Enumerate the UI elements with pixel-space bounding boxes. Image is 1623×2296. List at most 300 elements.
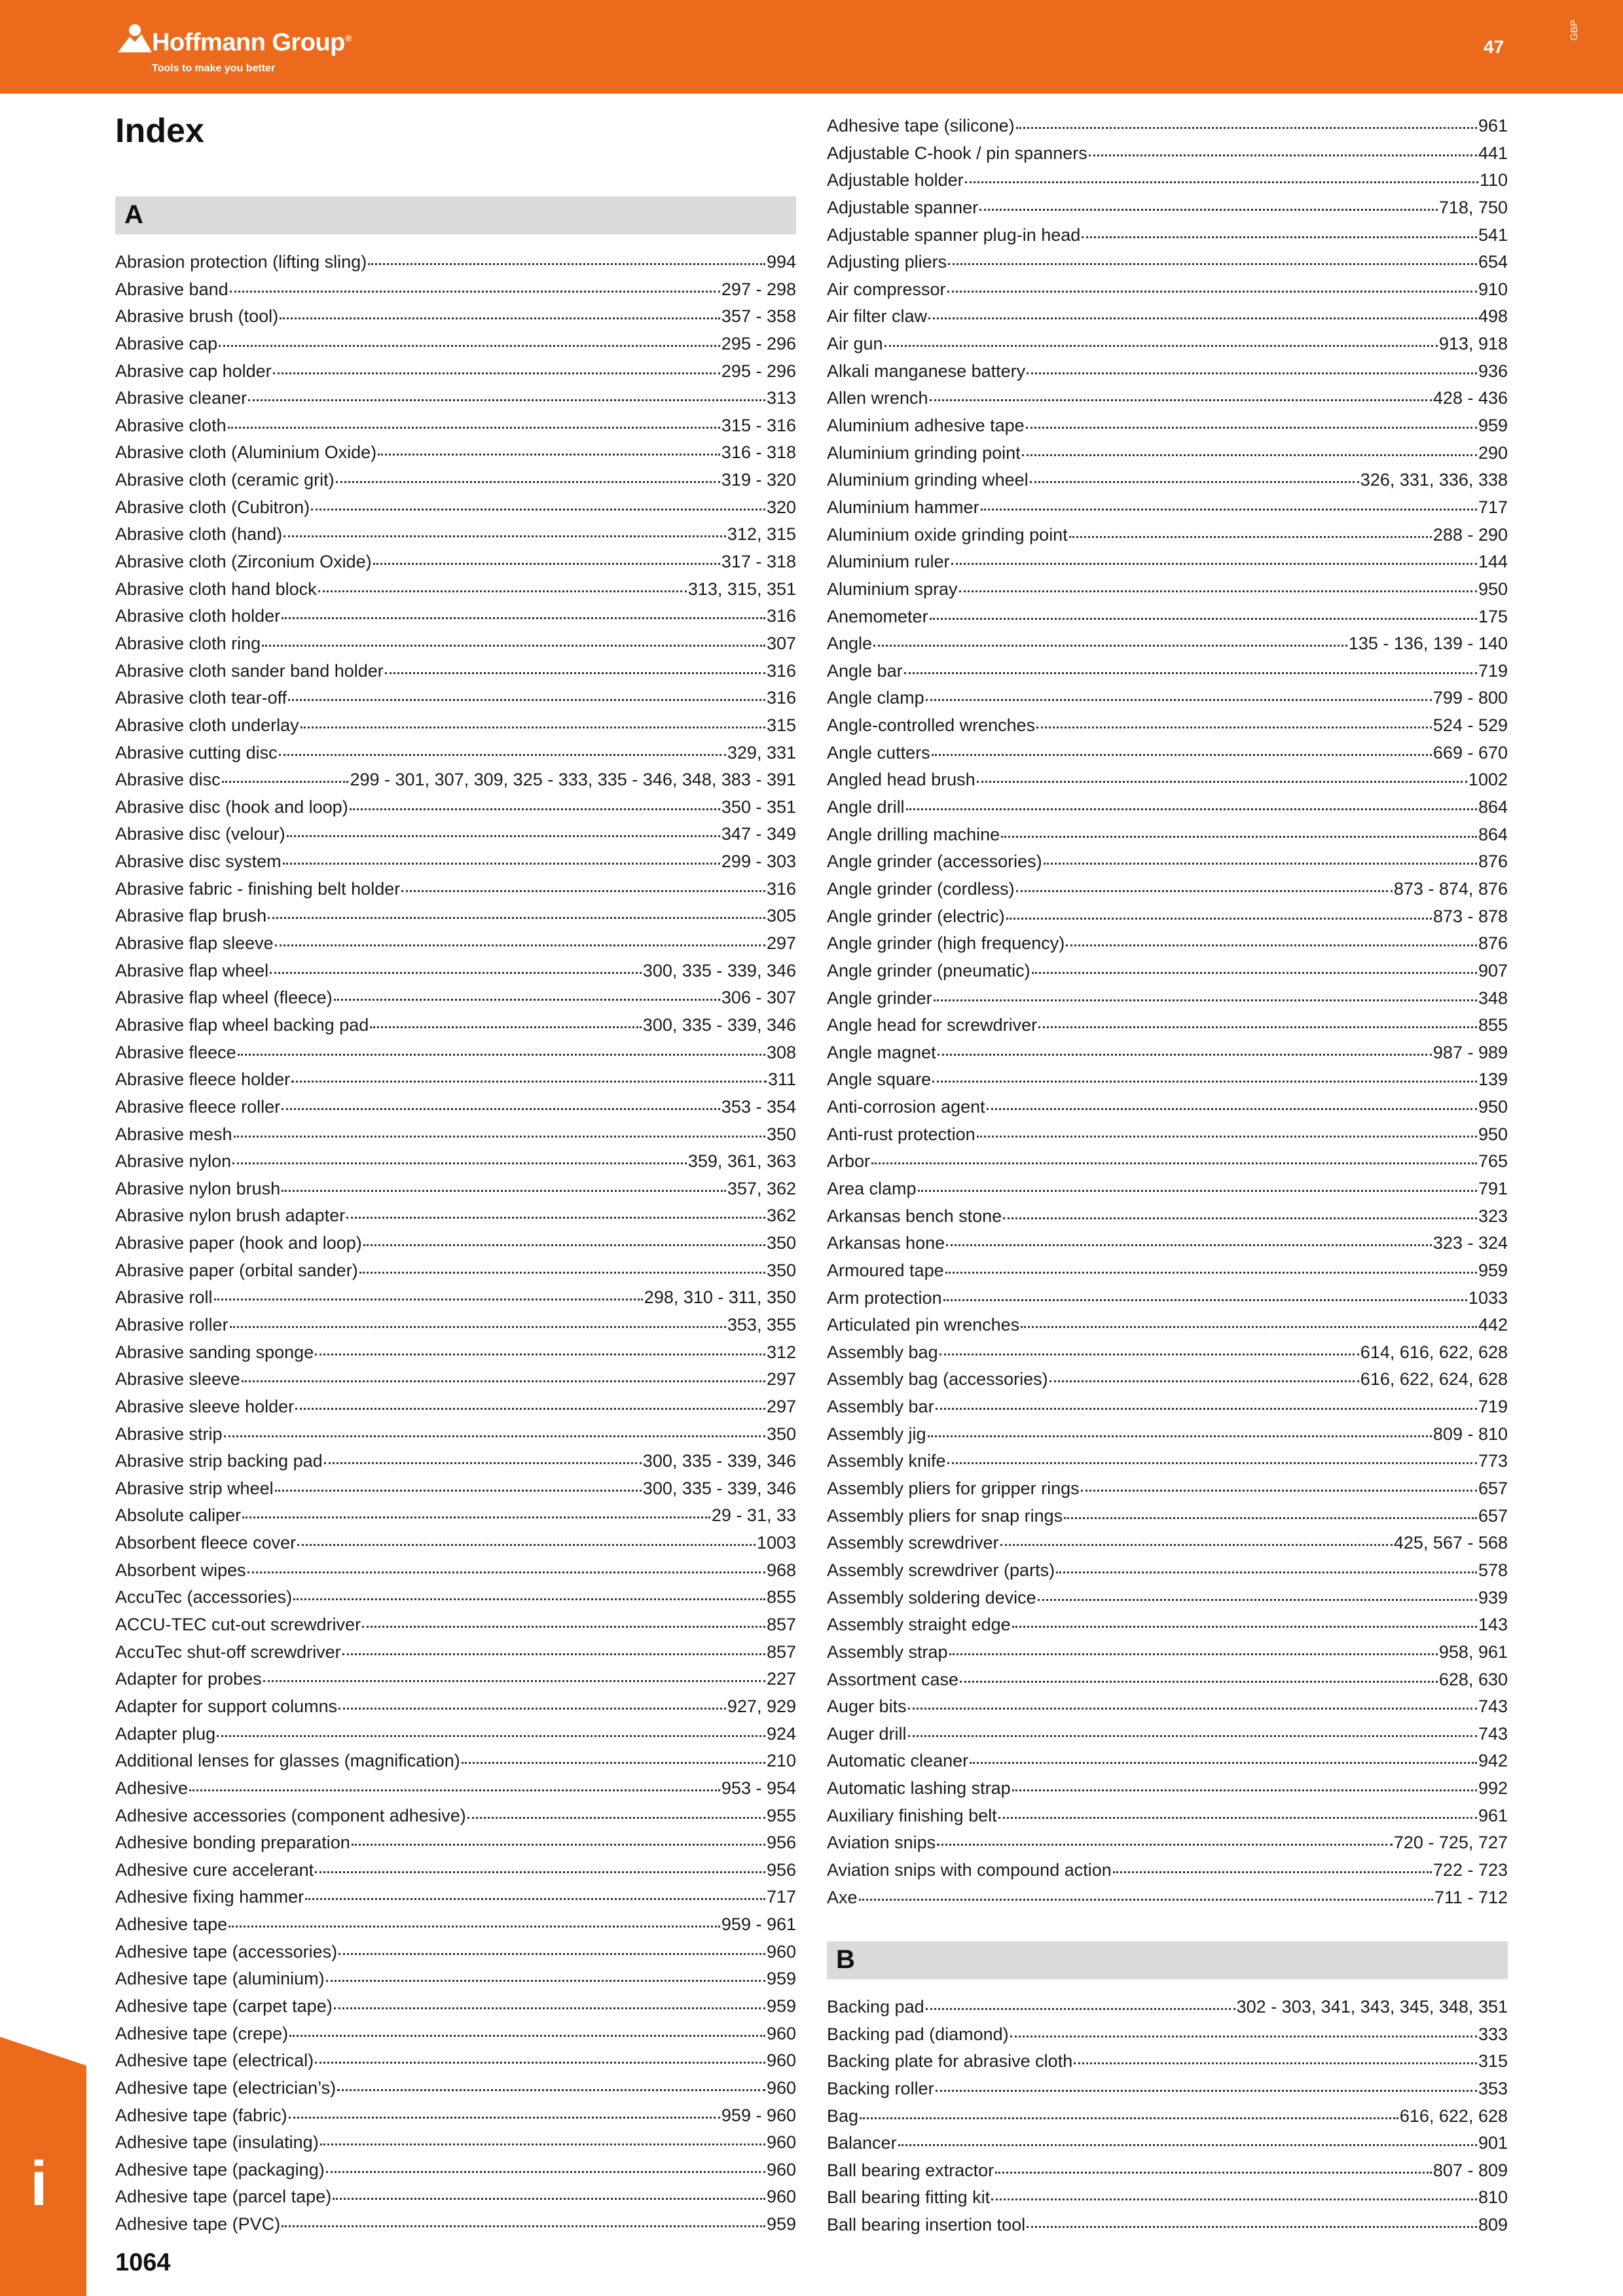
index-pages: 950 [1478, 1124, 1508, 1144]
index-entry [115, 685, 796, 712]
index-entry [827, 440, 1508, 467]
index-pages: 227 [766, 1669, 796, 1689]
index-term: Angle grinder (pneumatic) [827, 960, 1030, 980]
index-term: Abrasive fleece [115, 1042, 236, 1062]
dot-leader [370, 1026, 642, 1028]
index-term: Angle grinder (accessories) [827, 852, 1042, 872]
index-pages: 855 [766, 1587, 796, 1607]
dot-leader [860, 2117, 1398, 2119]
index-entry [827, 1339, 1508, 1367]
index-pages: 992 [1478, 1778, 1508, 1799]
dot-leader [230, 1326, 726, 1328]
index-pages: 313, 315, 351 [687, 579, 796, 599]
dot-leader [282, 617, 765, 619]
index-pages: 960 [766, 1941, 796, 1962]
index-term: Adapter for probes [115, 1669, 262, 1689]
index-term: Adapter for support columns [115, 1696, 338, 1716]
index-entry [115, 1721, 796, 1748]
index-entry [827, 1693, 1508, 1721]
index-pages: 913, 918 [1438, 334, 1508, 354]
index-entry [827, 2130, 1508, 2157]
index-pages: 958, 961 [1438, 1641, 1508, 1662]
index-term: Abrasive strip backing pad [115, 1451, 323, 1471]
index-pages: 924 [766, 1723, 796, 1744]
index-pages: 765 [1478, 1151, 1508, 1172]
index-term: Abrasive cloth ring [115, 633, 261, 653]
index-term: Angle drilling machine [827, 824, 1000, 844]
index-term: Abrasive cloth tear-off [115, 688, 287, 708]
index-pages: 864 [1478, 797, 1508, 817]
dot-leader [232, 1162, 687, 1164]
index-entry [827, 1175, 1508, 1203]
dot-leader [373, 563, 720, 565]
index-entry [827, 1448, 1508, 1475]
index-entry [827, 494, 1508, 522]
index-term: Abrasive fleece roller [115, 1096, 281, 1117]
dot-leader [333, 2198, 765, 2200]
index-entry [115, 1475, 796, 1503]
index-term: Abrasive strip [115, 1424, 223, 1444]
dot-leader [938, 1054, 1432, 1056]
index-pages: 326, 331, 336, 338 [1360, 470, 1508, 490]
dot-leader [1021, 1326, 1477, 1328]
index-entry [827, 1803, 1508, 1830]
index-pages: 711 - 712 [1434, 1887, 1508, 1907]
index-entry [827, 2212, 1508, 2239]
index-term: Alkali manganese battery [827, 361, 1026, 381]
dot-leader [1012, 1789, 1477, 1791]
index-pages: 959 [766, 2214, 796, 2234]
dot-leader [238, 1054, 765, 1056]
index-pages: 350 - 351 [721, 797, 796, 817]
index-term: Air filter claw [827, 306, 928, 327]
index-entry [827, 1557, 1508, 1585]
index-entry [115, 1911, 796, 1939]
index-pages: 809 - 810 [1432, 1424, 1508, 1444]
index-entry [827, 249, 1508, 276]
index-entry [115, 658, 796, 685]
index-pages: 306 - 307 [721, 988, 796, 1008]
index-entry [827, 1393, 1508, 1421]
index-list-left [115, 249, 796, 2238]
index-entry [115, 603, 796, 630]
index-entry [115, 2183, 796, 2211]
index-term: Abrasive cloth underlay [115, 715, 299, 735]
index-entry [827, 412, 1508, 440]
index-term: Abrasive fabric - finishing belt holder [115, 878, 401, 899]
index-term: Abrasive disc [115, 770, 221, 790]
dot-leader [884, 345, 1438, 347]
index-term: Abrasive sleeve [115, 1369, 240, 1390]
index-pages: 353 [1478, 2078, 1508, 2098]
index-term: Abrasive sleeve holder [115, 1396, 295, 1416]
index-pages: 876 [1478, 933, 1508, 954]
dot-leader [362, 1626, 765, 1628]
index-pages: 300, 335 - 339, 346 [642, 1451, 796, 1471]
index-term: Angle clamp [827, 688, 924, 708]
index-pages: 1033 [1468, 1287, 1508, 1308]
index-list-right-b [827, 1994, 1508, 2239]
index-term: Abrasive brush (tool) [115, 306, 279, 327]
index-entry [827, 548, 1508, 576]
index-term: Abrasive cloth sander band holder [115, 660, 384, 681]
index-pages: 1003 [756, 1533, 796, 1553]
index-pages: 936 [1478, 361, 1508, 381]
index-pages: 297 [766, 1396, 796, 1416]
index-pages: 290 [1478, 442, 1508, 463]
index-pages: 313 [766, 388, 796, 408]
index-term: Anti-rust protection [827, 1124, 976, 1144]
index-pages: 718, 750 [1438, 197, 1508, 217]
index-pages: 873 - 874, 876 [1393, 878, 1508, 899]
index-term: Abrasive disc (velour) [115, 824, 285, 844]
dot-leader [320, 2144, 765, 2145]
index-entry [827, 930, 1508, 958]
dot-leader [280, 317, 720, 319]
index-entry [827, 685, 1508, 712]
index-entry [115, 1803, 796, 1830]
index-pages: 312, 315 [727, 524, 796, 545]
index-pages: 791 [1478, 1178, 1508, 1198]
index-pages: 300, 335 - 339, 346 [642, 960, 796, 980]
dot-leader [1038, 1599, 1477, 1601]
dot-leader [1081, 1490, 1477, 1492]
index-pages: 628, 630 [1438, 1669, 1508, 1689]
index-entry [827, 576, 1508, 603]
index-term: Abrasive roll [115, 1287, 213, 1308]
dot-leader [979, 209, 1438, 211]
index-pages: 316 [766, 660, 796, 681]
index-entry [115, 1584, 796, 1611]
index-term: Adhesive cure accelerant [115, 1859, 314, 1880]
dot-leader [873, 645, 1347, 647]
index-term: Absorbent wipes [115, 1560, 246, 1580]
dot-leader [337, 2089, 765, 2091]
dot-leader [279, 754, 726, 756]
index-term: Ball bearing fitting kit [827, 2187, 991, 2208]
index-pages: 743 [1478, 1723, 1508, 1744]
index-term: Armoured tape [827, 1260, 944, 1280]
dot-leader [293, 1598, 765, 1600]
dot-leader [324, 1462, 642, 1464]
index-term: Adjustable spanner plug-in head [827, 224, 1081, 245]
index-entry [115, 521, 796, 548]
index-entry [115, 494, 796, 522]
index-pages: 299 - 301, 307, 309, 325 - 333, 335 - 346, 348, 383 - 391 [350, 770, 796, 790]
dot-leader [946, 1244, 1432, 1246]
index-term: Backing plate for abrasive cloth [827, 2051, 1073, 2072]
index-entry [827, 113, 1508, 140]
dot-leader [947, 291, 1477, 293]
index-entry [115, 1202, 796, 1230]
index-term: Allen wrench [827, 388, 928, 408]
dot-leader [268, 917, 765, 919]
index-entry [827, 712, 1508, 740]
dot-leader [334, 2007, 765, 2009]
index-entry [827, 1366, 1508, 1393]
dot-leader [949, 1653, 1438, 1655]
index-term: Abrasion protection (lifting sling) [115, 252, 367, 272]
index-pages: 961 [1478, 1805, 1508, 1825]
dot-leader [368, 263, 765, 265]
index-entry [115, 276, 796, 304]
index-pages: 210 [766, 1751, 796, 1771]
index-term: Air compressor [827, 279, 946, 299]
dot-leader [315, 2062, 765, 2064]
index-pages: 959 - 961 [721, 1914, 796, 1935]
dot-leader [1027, 2226, 1477, 2228]
index-pages: 311 [767, 1069, 796, 1090]
index-term: Adhesive tape (electrician’s) [115, 2077, 337, 2098]
index-term: Abrasive flap wheel backing pad [115, 1014, 369, 1035]
index-entry [827, 985, 1508, 1013]
index-entry [827, 467, 1508, 494]
dot-leader [248, 399, 765, 401]
index-entry [827, 194, 1508, 222]
index-entry [115, 1066, 796, 1094]
index-pages: 312 [766, 1342, 796, 1362]
index-pages: 315 [766, 715, 796, 735]
index-entry [827, 276, 1508, 304]
index-entry [115, 1993, 796, 2020]
index-pages: 578 [1478, 1560, 1508, 1580]
index-pages: 960 [766, 2187, 796, 2207]
dot-leader [352, 1844, 765, 1846]
index-term: Abrasive nylon brush adapter [115, 1206, 346, 1226]
index-term: Aviation snips [827, 1833, 936, 1853]
index-term: Adhesive tape (parcel tape) [115, 2187, 332, 2207]
index-pages: 809 [1478, 2215, 1508, 2235]
dot-leader [334, 999, 720, 1001]
dot-leader [270, 972, 642, 974]
index-term: Abrasive paper (hook and loop) [115, 1233, 362, 1253]
footer-page-number: 1064 [115, 2249, 171, 2276]
index-term: Arkansas bench stone [827, 1206, 1002, 1226]
dot-leader [947, 1462, 1477, 1464]
dot-leader [288, 699, 765, 701]
dot-leader [242, 1516, 710, 1518]
index-term: Adhesive [115, 1778, 189, 1798]
index-entry [115, 848, 796, 876]
index-entry [115, 467, 796, 494]
index-pages: 956 [766, 1833, 796, 1853]
index-pages: 139 [1478, 1069, 1508, 1090]
index-entry [115, 1748, 796, 1775]
dot-leader [282, 1190, 726, 1192]
index-term: Area clamp [827, 1178, 917, 1198]
index-pages: 960 [766, 2077, 796, 2098]
index-term: Abrasive nylon brush [115, 1178, 281, 1198]
dot-leader [987, 1108, 1477, 1110]
index-entry [827, 222, 1508, 249]
dot-leader [275, 944, 765, 946]
index-pages: 524 - 529 [1432, 715, 1508, 736]
dot-leader [930, 399, 1432, 401]
dot-leader [326, 1980, 765, 1982]
index-term: Assembly knife [827, 1451, 946, 1471]
index-term: Abrasive band [115, 279, 228, 299]
index-entry [115, 1393, 796, 1421]
index-term: Aluminium grinding wheel [827, 470, 1029, 490]
dot-leader [275, 1490, 642, 1492]
index-pages: 669 - 670 [1432, 742, 1508, 762]
dot-leader [263, 1680, 765, 1682]
section-letter: A [124, 200, 143, 229]
index-pages: 717 [766, 1887, 796, 1907]
index-term: Abrasive fleece holder [115, 1069, 291, 1090]
index-term: Adjusting pliers [827, 252, 947, 272]
index-term: Assembly bag [827, 1342, 938, 1362]
index-pages: 329, 331 [727, 742, 796, 762]
index-entry [115, 794, 796, 821]
index-pages: 720 - 725, 727 [1393, 1833, 1508, 1853]
index-pages: 302 - 303, 341, 343, 345, 348, 351 [1236, 1997, 1508, 2017]
index-entry [115, 1666, 796, 1693]
index-term: Arbor [827, 1151, 871, 1172]
index-entry [115, 1366, 796, 1393]
index-pages: 143 [1478, 1615, 1508, 1635]
index-term: Abrasive paper (orbital sander) [115, 1260, 358, 1280]
index-pages: 942 [1478, 1751, 1508, 1771]
dot-leader [1044, 863, 1477, 865]
dot-leader [1030, 481, 1359, 483]
index-pages: 959 [766, 1969, 796, 1989]
dot-leader [318, 590, 687, 592]
dot-leader [1064, 1517, 1477, 1519]
dot-leader [1056, 1571, 1477, 1573]
index-entry [827, 1775, 1508, 1803]
index-term: Angle drill [827, 797, 905, 817]
index-entry [115, 1012, 796, 1039]
index-pages: 959 [1478, 1260, 1508, 1280]
index-term: Abrasive cloth holder [115, 606, 281, 626]
index-term: Adapter plug [115, 1723, 216, 1744]
index-pages: 316 [766, 688, 796, 708]
index-term: Adhesive tape (silicone) [827, 116, 1015, 135]
index-entry [115, 1857, 796, 1884]
index-term: Abrasive sanding sponge [115, 1342, 314, 1362]
index-pages: 297 [766, 1369, 796, 1390]
index-pages: 347 - 349 [721, 824, 796, 844]
dot-leader [291, 1081, 767, 1083]
dot-leader [326, 2171, 765, 2173]
index-entry [827, 1884, 1508, 1912]
index-term: Abrasive flap brush [115, 906, 267, 926]
dot-leader [287, 835, 720, 837]
index-pages: 353, 355 [727, 1314, 796, 1335]
index-term: Absolute caliper [115, 1505, 242, 1526]
index-pages: 295 - 296 [721, 333, 796, 353]
index-pages: 901 [1478, 2133, 1508, 2153]
index-term: Assembly straight edge [827, 1615, 1011, 1635]
index-term: Arm protection [827, 1287, 942, 1308]
index-term: Abrasive cloth (Aluminium Oxide) [115, 442, 377, 463]
index-pages: 939 [1478, 1587, 1508, 1607]
index-term: Aviation snips with compound action [827, 1860, 1112, 1880]
index-term: Angle-controlled wrenches [827, 715, 1036, 736]
dot-leader [998, 1817, 1477, 1819]
index-entry [827, 958, 1508, 985]
index-pages: 657 [1478, 1479, 1508, 1499]
dot-leader [943, 1299, 1467, 1301]
index-pages: 359, 361, 363 [687, 1151, 796, 1172]
index-entry [115, 1039, 796, 1067]
index-entry [115, 876, 796, 903]
index-entry [827, 603, 1508, 631]
index-pages: 773 [1478, 1451, 1508, 1471]
index-pages: 320 [766, 497, 796, 517]
index-entry [115, 2102, 796, 2130]
index-entry [115, 712, 796, 740]
index-entry [827, 1666, 1508, 1694]
index-entry [115, 1611, 796, 1639]
index-term: Auxiliary finishing belt [827, 1805, 997, 1825]
index-pages: 357, 362 [727, 1178, 796, 1198]
index-term: Abrasive cloth (Cubitron) [115, 497, 310, 517]
dot-leader [282, 2225, 765, 2227]
dot-leader [1026, 427, 1477, 429]
index-term: Absorbent fleece cover [115, 1533, 297, 1553]
index-term: Adhesive tape (carpet tape) [115, 1996, 333, 2016]
index-term: Adhesive tape (packaging) [115, 2159, 325, 2179]
index-entry [827, 2075, 1508, 2103]
dot-leader [926, 699, 1432, 701]
index-term: Adhesive bonding preparation [115, 1833, 350, 1853]
index-pages: 959 - 960 [721, 2105, 796, 2125]
dot-leader [363, 1244, 765, 1246]
index-term: Adhesive accessories (component adhesive) [115, 1805, 466, 1825]
brand-tagline: Tools to make you better [152, 63, 276, 74]
index-term: Abrasive cutting disc [115, 742, 278, 762]
index-pages: 350 [766, 1260, 796, 1280]
dot-leader [228, 1926, 720, 1928]
index-term: Backing pad [827, 1997, 924, 2017]
index-pages: 657 [1478, 1505, 1508, 1526]
index-term: Adhesive tape (accessories) [115, 1941, 338, 1962]
index-pages: 654 [1478, 252, 1508, 272]
index-term: Assembly jig [827, 1424, 926, 1444]
index-term: Abrasive cap holder [115, 361, 272, 381]
page-title: Index [115, 112, 204, 150]
index-term: Adjustable C-hook / pin spanners [827, 143, 1087, 163]
dot-leader [247, 1571, 765, 1573]
dot-leader [930, 618, 1477, 620]
dot-leader [359, 1272, 765, 1274]
index-term: Assembly bag (accessories) [827, 1369, 1048, 1390]
index-pages: 616, 622, 624, 628 [1360, 1369, 1508, 1390]
index-entry [115, 1693, 796, 1721]
index-term: Angle bar [827, 660, 903, 681]
index-pages: 541 [1478, 224, 1508, 245]
index-entry [827, 876, 1508, 903]
index-entry [115, 1284, 796, 1312]
index-entry [827, 2103, 1508, 2130]
index-pages: 135 - 136, 139 - 140 [1348, 634, 1508, 654]
dot-leader [995, 2172, 1432, 2174]
index-entry [827, 848, 1508, 876]
index-entry [827, 2184, 1508, 2212]
index-term: Adhesive tape [115, 1914, 228, 1935]
index-term: Abrasive cloth [115, 415, 227, 435]
index-pages: 348 [1478, 988, 1508, 1008]
index-entry [827, 1421, 1508, 1448]
index-entry [115, 1339, 796, 1367]
dot-leader [228, 427, 720, 429]
dot-leader [904, 672, 1477, 674]
dot-leader [315, 1354, 765, 1355]
index-pages: 960 [766, 2159, 796, 2179]
index-entry [115, 548, 796, 576]
